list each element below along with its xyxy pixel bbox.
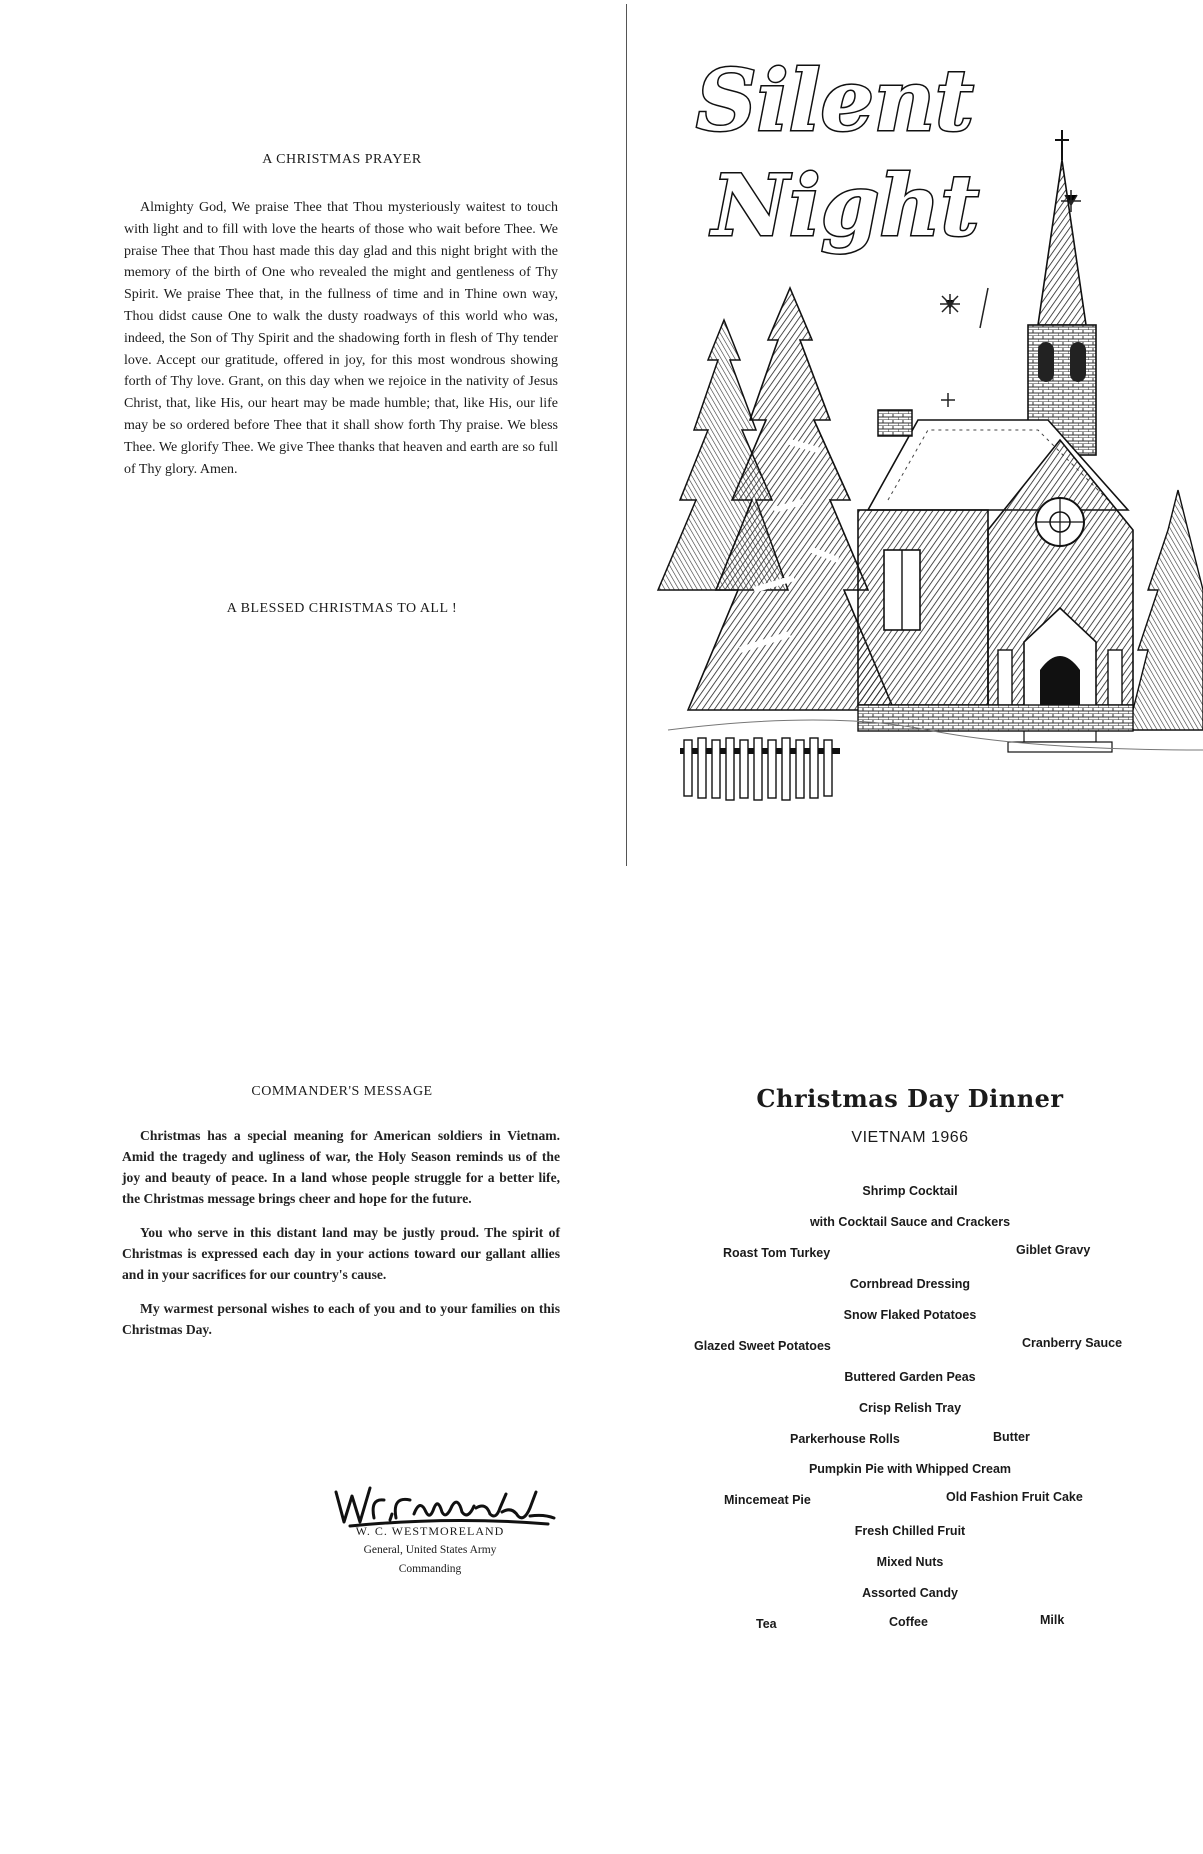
menu-item-turkey: Roast Tom Turkey xyxy=(723,1246,831,1260)
menu-item-dressing: Cornbread Dressing xyxy=(849,1277,971,1291)
prayer-title: A CHRISTMAS PRAYER xyxy=(262,152,422,167)
menu-item-sauce: with Cocktail Sauce and Crackers xyxy=(809,1215,1011,1229)
menu-item-fruit-cake: Old Fashion Fruit Cake xyxy=(946,1490,1083,1504)
menu-item-shrimp: Shrimp Cocktail xyxy=(862,1184,958,1198)
commander-name: W. C. WESTMORELAND xyxy=(355,1524,505,1538)
title-line-2: Night xyxy=(712,156,980,255)
menu-item-potatoes: Snow Flaked Potatoes xyxy=(843,1308,977,1322)
menu-item-tea: Tea xyxy=(756,1617,777,1631)
menu-item-milk: Milk xyxy=(1040,1613,1065,1627)
message-paragraph: You who serve in this distant land may be justly proud. The spirit of Christmas is expressed each day in your actions toward our gallant allies and in your sacrifices for our country's cause. xyxy=(122,1225,560,1282)
menu-item-pumpkin: Pumpkin Pie with Whipped Cream xyxy=(808,1462,1012,1476)
menu-item-candy: Assorted Candy xyxy=(862,1586,958,1600)
menu-item-fruit: Fresh Chilled Fruit xyxy=(854,1524,966,1538)
menu-title: Christmas Day Dinner xyxy=(756,1084,1064,1113)
menu-item-cranberry: Cranberry Sauce xyxy=(1022,1336,1123,1350)
menu-item-nuts: Mixed Nuts xyxy=(876,1555,944,1569)
fold-divider xyxy=(626,4,627,866)
commander-message xyxy=(122,1125,560,1353)
menu-item-coffee: Coffee xyxy=(889,1615,928,1629)
fence xyxy=(668,720,1203,800)
prayer-closing: A BLESSED CHRISTMAS TO ALL ! xyxy=(226,601,458,616)
menu-item-mincemeat: Mincemeat Pie xyxy=(724,1493,811,1507)
menu-subtitle: VIETNAM 1966 xyxy=(851,1129,969,1146)
message-paragraph: My warmest personal wishes to each of you and to your families on this Christmas Day. xyxy=(122,1301,560,1337)
title-lettering xyxy=(696,51,979,255)
prayer-text: Almighty God, We praise Thee that Thou mysteriously waitest to touch with light and to fill with love the hearts of those who wait before Thee. We praise Thee that Thou hast made this day glad and this night bright with the memory of the birth of One who revealed the might and gentleness of Thy Spirit. We praise Thee that, in the fullness of time and in Thine own way, Thou didst cause One to walk the dusty roadways of this world who was, indeed, the Son of Thy Spirit and the shadowing forth in flesh of Thy tender love. Accept our gratitude, offered in joy, for this most wondrous showing forth of Thy love. Grant, on this day when we rejoice in the nativity of Jesus Christ, that, like His, our heart may be made humble; that, like His, our life may be so ordered before Thee that it shall show forth Thy praise. We bless Thee. We glorify Thee. We give Thee thanks that heaven and earth are so full of Thy glory. Amen. xyxy=(124,200,558,477)
menu-item-gravy: Giblet Gravy xyxy=(1016,1243,1091,1257)
menu-item-relish: Crisp Relish Tray xyxy=(858,1401,962,1415)
menu-item-sweet-potatoes: Glazed Sweet Potatoes xyxy=(694,1339,831,1353)
menu-item-butter: Butter xyxy=(993,1430,1030,1444)
menu-item-rolls: Parkerhouse Rolls xyxy=(790,1432,900,1446)
message-paragraph: Christmas has a special meaning for American soldiers in Vietnam. Amid the tragedy and ugliness of war, the Holy Season reminds us of the joy and beauty of peace. In a land whose people struggle for a better life, the Christmas message brings cheer and hope for the future. xyxy=(122,1128,560,1206)
menu-item-peas: Buttered Garden Peas xyxy=(844,1370,976,1384)
commander-rank: General, United States Army xyxy=(363,1544,497,1556)
commander-title: COMMANDER'S MESSAGE xyxy=(251,1084,433,1099)
commander-role: Commanding xyxy=(398,1563,462,1575)
title-line-1: Silent xyxy=(696,51,974,150)
church-illustration xyxy=(628,30,1203,860)
